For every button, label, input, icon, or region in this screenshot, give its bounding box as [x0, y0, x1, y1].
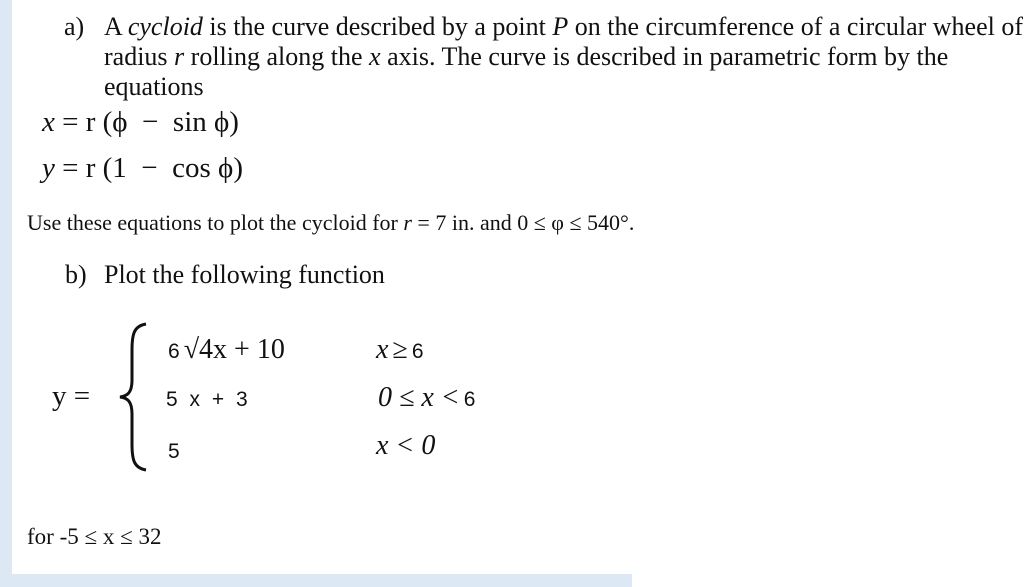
case-2-expression: 5 x + 3 — [166, 388, 248, 411]
case-1-condition: x ≥ 6 — [376, 334, 424, 365]
cycloid-term: cycloid — [127, 12, 203, 41]
part-b-label: b) — [65, 260, 87, 289]
window-left-border — [0, 0, 12, 587]
equation-x: x = r (ϕ − sin ϕ) — [42, 106, 239, 138]
case-3-expression: 5 — [168, 440, 180, 463]
plot-range: for -5 ≤ x ≤ 32 — [27, 524, 162, 549]
left-brace — [116, 322, 156, 472]
case-2-condition: 0 ≤ x < 6 — [378, 382, 476, 413]
window-bottom-bar — [0, 574, 632, 587]
piecewise-lhs: y = — [52, 380, 91, 412]
point-p: P — [552, 12, 569, 41]
part-a-line-3: equations — [104, 72, 204, 101]
part-b-title: Plot the following function — [104, 260, 385, 289]
equation-y: y = r (1 − cos ϕ) — [42, 152, 243, 184]
part-a-line-2: radius r rolling along the x axis. The curve is described in parametric form by the — [104, 42, 949, 71]
part-a-label: a) — [64, 12, 85, 41]
part-a-line-1: A cycloid is the curve described by a point P on the circumference of a circular wheel of — [104, 12, 1024, 41]
case-1-expression: 6 √4x + 10 — [168, 334, 285, 365]
cycloid-instruction: Use these equations to plot the cycloid for r = 7 in. and 0 ≤ φ ≤ 540°. — [27, 210, 635, 235]
case-3-condition: x < 0 — [376, 430, 436, 461]
